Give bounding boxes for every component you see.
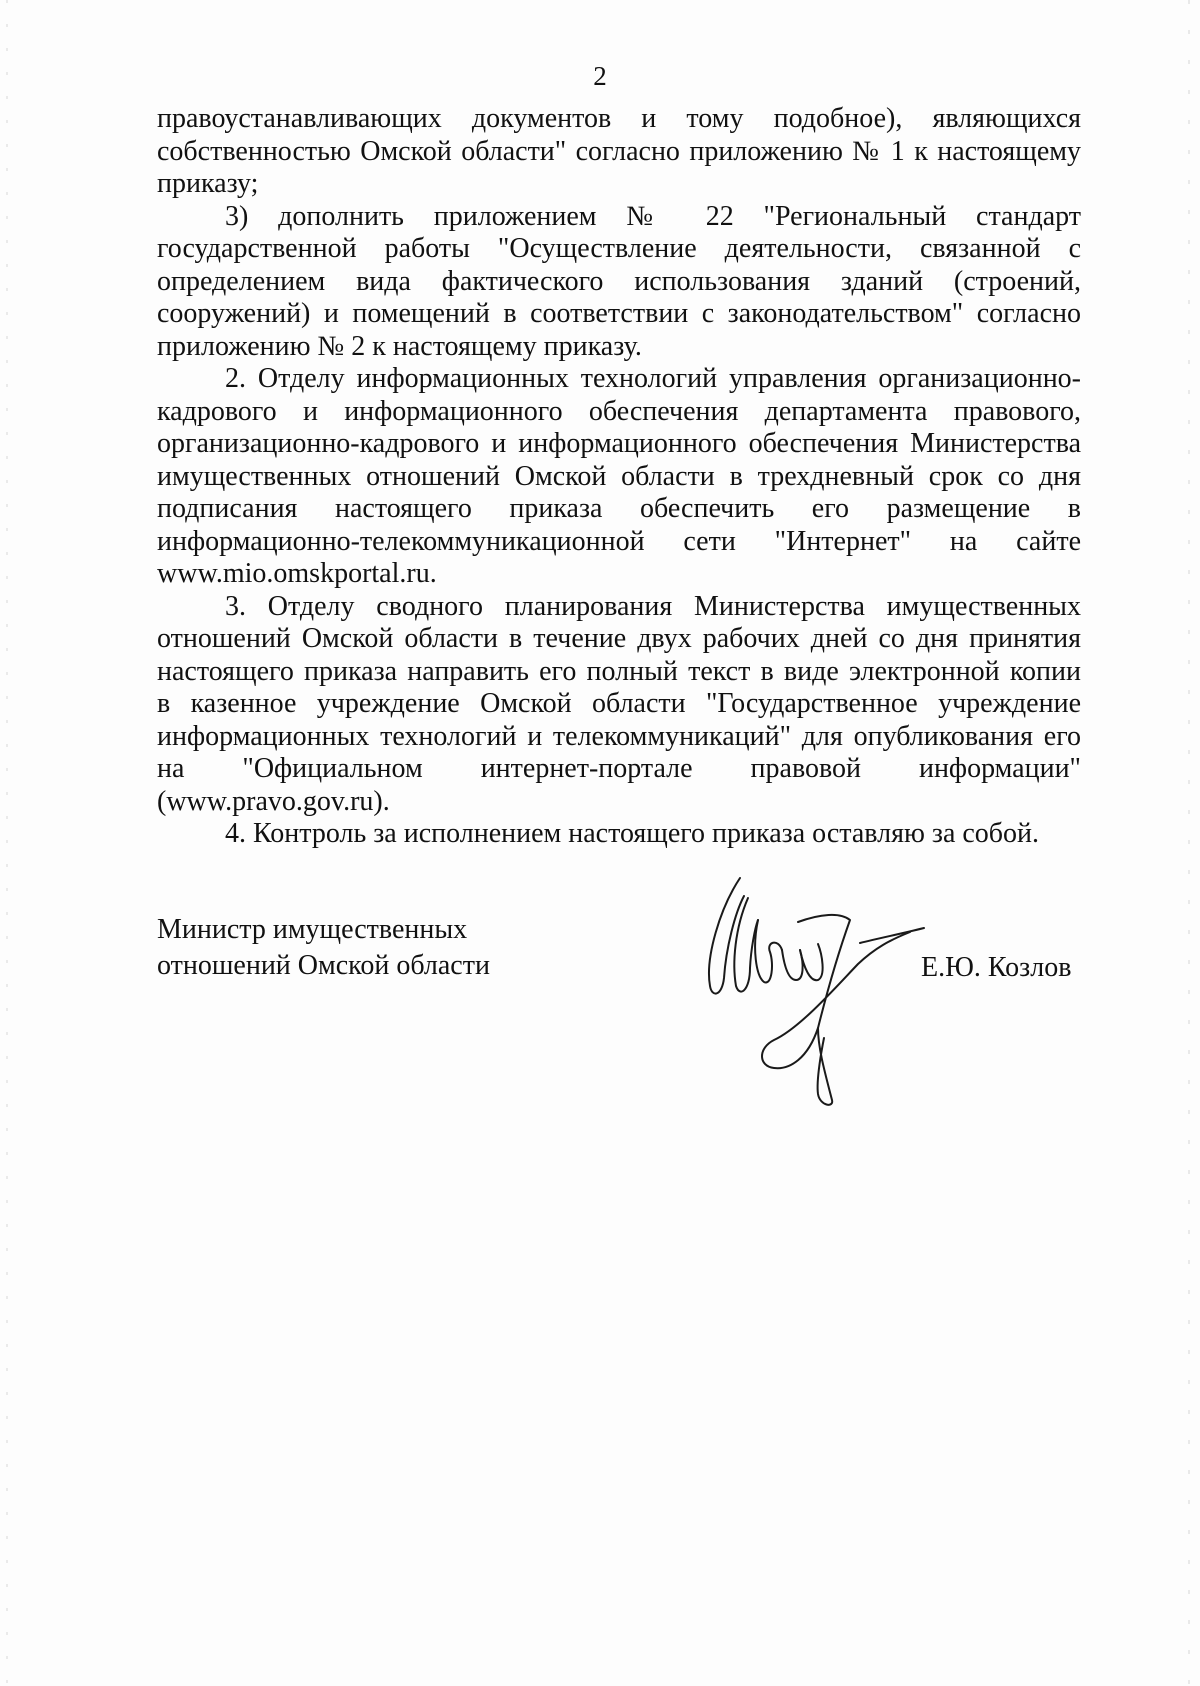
document-body [157,103,1081,851]
page-number: 2 [593,61,607,91]
text-line: собственностью Омской области" согласно приложению № 1 к настоящему [157,135,1081,167]
text-line: приказу; [157,168,259,199]
text-line: в казенное учреждение Омской области "Государственное учреждение [157,688,1081,719]
text-line: организационно-кадрового и информационного обеспечения Министерства [157,428,1081,459]
text-line: имущественных отношений Омской области в трехдневный срок со дня [157,460,1081,492]
text-line: кадрового и информационного обеспечения департамента правового, [157,395,1081,427]
text-line: 2. Отделу информационных технологий управления организационно- [225,363,1081,394]
text-line: 4. Контроль за исполнением настоящего приказа оставляю за собой. [225,818,1040,849]
signatory-name: Е.Ю. Козлов [921,952,1072,983]
text-line: информационных технологий и телекоммуникаций" для опубликования его [157,720,1081,752]
text-line: информационно-телекоммуникационной сети "Интернет" на сайте [157,525,1081,557]
text-line: приложению № 2 к настоящему приказу. [157,330,642,362]
text-line: (www.pravo.gov.ru). [157,785,390,817]
scan-edge-right [1188,0,1190,1686]
paragraph-item-3 [157,201,1081,364]
text-line: www.mio.omskportal.ru. [157,558,437,589]
text-line: сооружений) и помещений в соответствии с законодательством" согласно [157,298,1081,329]
text-line: 3) дополнить приложением № 22 "Региональный стандарт [225,200,1081,232]
paragraph-continuation [157,103,1081,201]
text-line: подписания настоящего приказа обеспечить его размещение в [157,493,1081,524]
signatory-title-line: отношений Омской области [157,950,490,981]
text-line: государственной работы "Осуществление деятельности, связанной с [157,233,1081,264]
text-line: отношений Омской области в течение двух рабочих дней со дня принятия [157,623,1081,654]
text-line: на "Официальном интернет-портале правовой информации" [157,753,1081,784]
text-line: правоустанавливающих документов и тому подобное), являющихся [157,103,1081,134]
paragraph-point-3 [157,591,1081,819]
signatory-title [157,912,490,984]
text-line: определением вида фактического использования зданий (строений, [157,265,1081,297]
text-line: 3. Отделу сводного планирования Министерства имущественных [225,590,1081,622]
scan-edge-left [6,0,8,1686]
paragraph-point-4 [157,818,1081,851]
paragraph-point-2 [157,363,1081,591]
signatory-title-line: Министр имущественных [157,914,468,945]
handwritten-signature [700,868,940,1108]
text-line: настоящего приказа направить его полный текст в виде электронной копии [157,655,1081,687]
